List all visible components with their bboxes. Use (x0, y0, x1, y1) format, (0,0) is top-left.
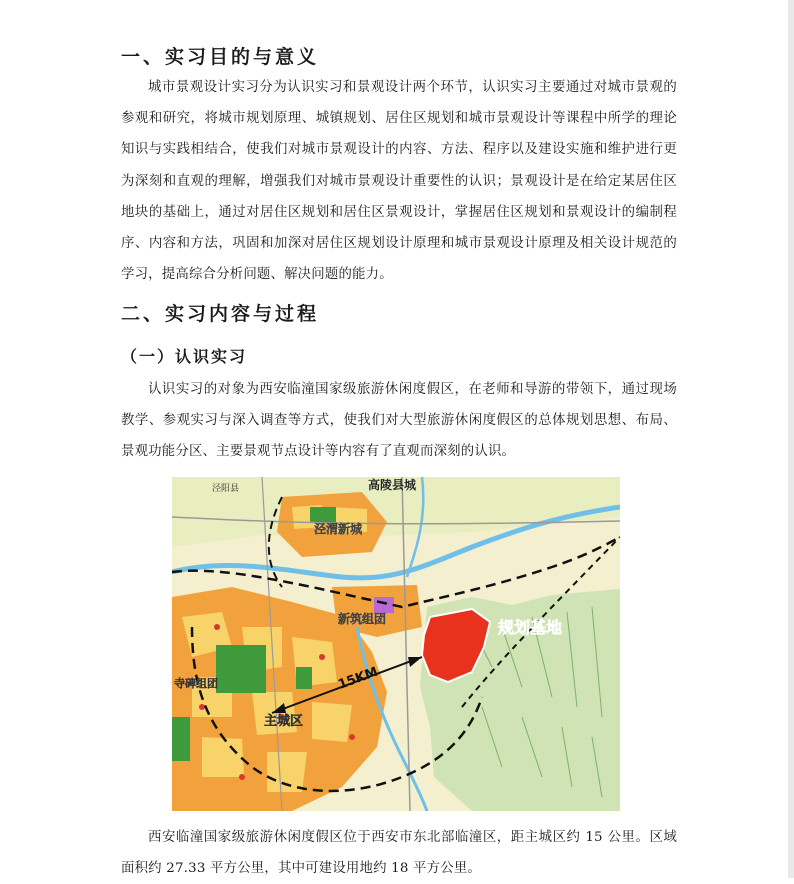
page-edge (788, 0, 794, 878)
section-heading-content: 二、实习内容与过程 (121, 303, 320, 325)
subsection-heading-cognitive-practice: （一）认识实习 (121, 347, 248, 366)
cognitive-practice-paragraph: 认识实习的对象为西安临潼国家级旅游休闲度假区，在老师和导游的带领下，通过现场教学、参观实习与深入调查等方式，使我们对大型旅游休闲度假区的总体规划思想、布局、景观功能分区、主要景观节点设计等内容有了直观而深刻的认识。 (121, 382, 677, 460)
park-block (216, 645, 266, 693)
label-distance: 15KM (336, 664, 380, 693)
label-jingwei: 泾渭新城 (314, 522, 363, 536)
label-main-city: 主城区 (264, 714, 304, 729)
purpose-paragraph: 城市景观设计实习分为认识实习和景观设计两个环节，认识实习主要通过对城市景观的参观和研究，将城市规划原理、城镇规划、居住区规划和城市景观设计等课程中所学的理论知识与实践相结合，使我们对城市景观设计的内容、方法、程序以及建设实施和维护进行更为深刻和直观的理解，增强我们对城市景观设计重要性的认识；景观设计是在给定某居住区地块的基础上，通过对居住区规划和居住区景观设计，掌握居住区规划和景观设计的编制程序、内容和方法，巩固和加深对居住区规划设计原理和城市景观设计原理及相关设计规范的学习，提高综合分析问题、解决问题的能力。 (121, 80, 677, 283)
location-paragraph: 西安临潼国家级旅游休闲度假区位于西安市东北部临潼区，距主城区约 15 公里。区域面积约 27.33 平方公里，其中可建设用地约 18 平方公里。 (121, 830, 677, 877)
label-site: 规划基地 (498, 618, 563, 637)
label-gaoling: 高陵县城 (368, 478, 417, 492)
label-xinzhu: 新筑组团 (338, 612, 387, 626)
planning-location-map (172, 477, 620, 811)
label-left-group: 寺碑组团 (174, 677, 218, 690)
section-heading-purpose: 一、实习目的与意义 (121, 46, 320, 68)
label-jingyang: 泾阳县 (212, 484, 240, 494)
